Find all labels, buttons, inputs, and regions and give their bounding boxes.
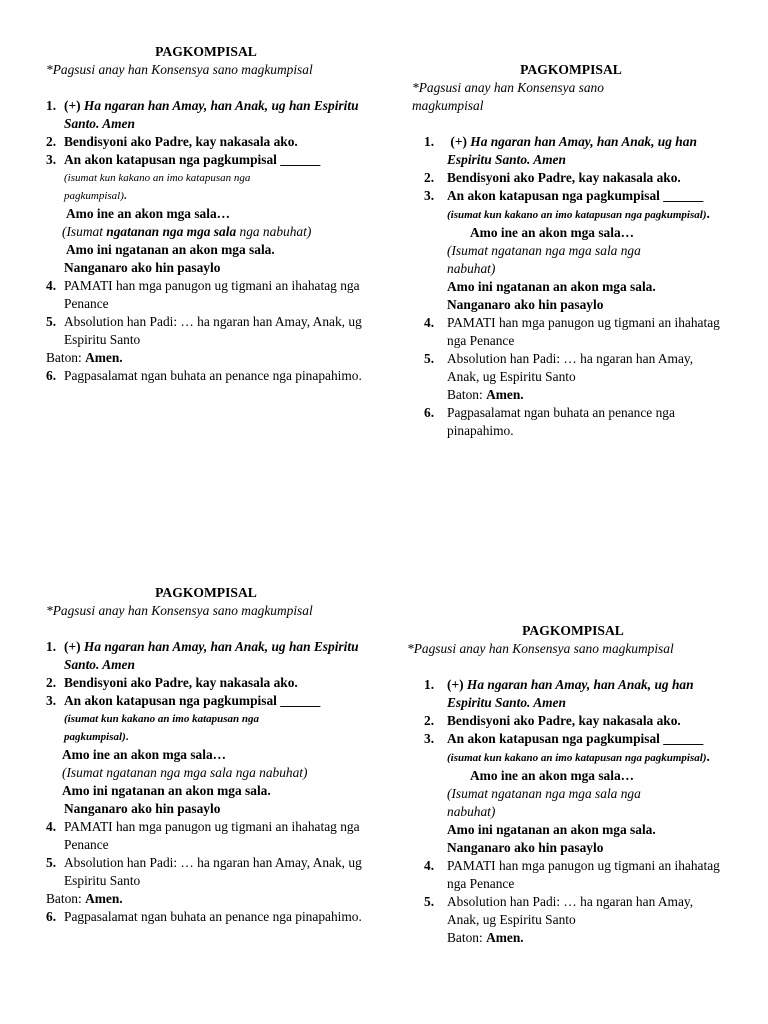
step-2: 2. Bendisyoni ako Padre, kay nakasala ako. [46,675,298,690]
card-title: PAGKOMPISAL [155,585,257,600]
card-subtitle: *Pagsusi anay han Konsensya sano magkumpisal [46,603,313,618]
baton-line: Baton: Amen. [46,891,123,906]
sins-line: Amo ine an akon mga sala… [470,768,635,783]
step-1: 1. (+) Ha ngaran han Amay, han Anak, ug han Espiritu Santo. Amen [46,98,359,131]
sins-line: Amo ine an akon mga sala… [66,206,231,221]
step-6: 6. Pagpasalamat ngan buhata an penance nga pinapahimo. [46,368,362,383]
forgive-line: Nanganaro ako hin pasaylo [447,840,604,855]
forgive-line: Nanganaro ako hin pasaylo [64,801,221,816]
step-4: 4. PAMATI han mga panugon ug tigmani an ihahatag nga Penance [424,858,720,891]
step-3: 3. An akon katapusan nga pagkumpisal ______ (isumat kun kakano an imo katapusan nga pagkumpisal). [424,731,710,764]
sins-end: Amo ini ngatanan an akon mga sala. [447,822,656,837]
confession-card-bottom-left [46,584,366,926]
step-6: 6. Pagpasalamat ngan buhata an penance nga pinapahimo. [424,405,675,438]
step-6: 6. Pagpasalamat ngan buhata an penance nga pinapahimo. [46,909,362,924]
step-3: 3. An akon katapusan nga pagkumpisal ______ (isumat kun kakano an imo katapusan nga pagkumpisal). [424,188,710,221]
step-1: 1. (+) Ha ngaran han Amay, han Anak, ug han Espiritu Santo. Amen [424,134,697,167]
baton-line: Baton: Amen. [447,387,524,402]
step-4: 4. PAMATI han mga panugon ug tigmani an ihahatag nga Penance [46,278,360,311]
step-5: 5. Absolution han Padi: … ha ngaran han Amay, Anak, ug Espiritu Santo [46,855,362,888]
step-5: 5. Absolution han Padi: … ha ngaran han Amay, Anak, ug Espiritu Santo [424,894,694,927]
step-1: 1. (+) Ha ngaran han Amay, han Anak, ug han Espiritu Santo. Amen [46,639,359,672]
step-2: 2. Bendisyoni ako Padre, kay nakasala ako. [424,713,681,728]
confession-card-bottom-right [407,622,727,947]
step-3: 3. An akon katapusan nga pagkumpisal ______ (isumat kun kakano an imo katapusan nga pagkumpisal). [46,693,321,743]
sins-line: Amo ine an akon mga sala… [470,225,635,240]
baton-line: Baton: Amen. [46,350,123,365]
sins-note: (Isumat ngatanan nga mga sala nga nabuhat) [447,786,641,819]
forgive-line: Nanganaro ako hin pasaylo [64,260,221,275]
sins-note: (Isumat ngatanan nga mga sala nga nabuhat) [62,224,312,239]
card-subtitle: *Pagsusi anay han Konsensya sano magkumpisal [46,62,313,77]
sins-end: Amo ini ngatanan an akon mga sala. [66,242,275,257]
confession-card-top-left [46,43,366,385]
step-4: 4. PAMATI han mga panugon ug tigmani an ihahatag nga Penance [424,315,720,348]
step-4: 4. PAMATI han mga panugon ug tigmani an ihahatag nga Penance [46,819,360,852]
card-title: PAGKOMPISAL [520,62,622,77]
step-1: 1. (+) Ha ngaran han Amay, han Anak, ug han Espiritu Santo. Amen [424,677,694,710]
sins-line: Amo ine an akon mga sala… [62,747,227,762]
step-5: 5. Absolution han Padi: … ha ngaran han Amay, Anak, ug Espiritu Santo [424,351,694,384]
card-title: PAGKOMPISAL [522,623,624,638]
confession-card-top-right [412,61,722,440]
card-title: PAGKOMPISAL [155,44,257,59]
baton-line: Baton: Amen. [447,930,524,945]
step-2: 2. Bendisyoni ako Padre, kay nakasala ako. [46,134,298,149]
step-5: 5. Absolution han Padi: … ha ngaran han Amay, Anak, ug Espiritu Santo [46,314,362,347]
sins-note: (Isumat ngatanan nga mga sala nga nabuhat) [447,243,641,276]
sins-end: Amo ini ngatanan an akon mga sala. [447,279,656,294]
step-2: 2. Bendisyoni ako Padre, kay nakasala ako. [424,170,681,185]
forgive-line: Nanganaro ako hin pasaylo [447,297,604,312]
sins-note: (Isumat ngatanan nga mga sala nga nabuhat) [62,765,308,780]
card-subtitle: *Pagsusi anay han Konsensya sano magkumpisal [412,80,604,113]
step-3: 3. An akon katapusan nga pagkumpisal ______ (isumat kun kakano an imo katapusan nga pagkumpisal). [46,152,321,202]
sins-end: Amo ini ngatanan an akon mga sala. [62,783,271,798]
card-subtitle: *Pagsusi anay han Konsensya sano magkumpisal [407,641,674,656]
